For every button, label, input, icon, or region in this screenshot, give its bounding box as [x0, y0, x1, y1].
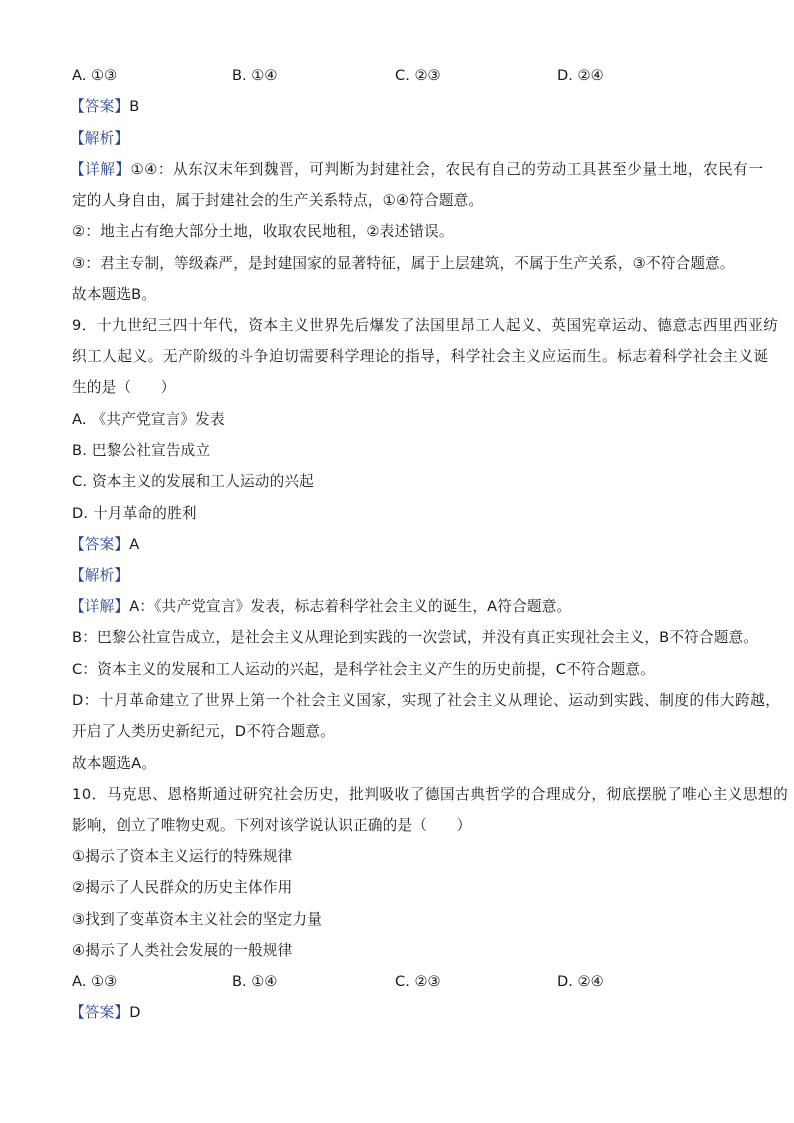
- q9-answer-tag: 【答案】: [70, 536, 130, 553]
- q10-stem-line-1: 10．马克思、恩格斯通过研究社会历史，批判吸收了德国古典哲学的合理成分，彻底摆脱了唯心主义思想的: [72, 786, 789, 803]
- q8-analysis-tag: 【解析】: [70, 130, 130, 147]
- q9-analysis-tag: 【解析】: [70, 567, 130, 584]
- q10-answer: [70, 1003, 141, 1023]
- q10-option-c: C. ②③: [395, 973, 441, 990]
- q10-options: [72, 972, 712, 992]
- q9-option-d: D. 十月革命的胜利: [72, 505, 197, 522]
- q9-answer: [70, 535, 139, 555]
- q8-option-a: A. ①③: [72, 67, 118, 84]
- q10-option-b: B. ①④: [232, 973, 278, 990]
- q9-stem-line-1: 9．十九世纪三四十年代，资本主义世界先后爆发了法国里昂工人起义、英国宪章运动、德意志西里西亚纺: [72, 317, 779, 334]
- q10-statement-1: ①揭示了资本主义运行的特殊规律: [72, 848, 293, 865]
- q9-option-c: C. 资本主义的发展和工人运动的兴起: [72, 473, 314, 490]
- q9-detail-line-2: B：巴黎公社宣告成立，是社会主义从理论到实践的一次尝试，并没有真正实现社会主义，B不符合题意。: [72, 629, 759, 646]
- q8-options: [72, 66, 712, 86]
- q8-detail-line-4: ③：君主专制，等级森严，是封建国家的显著特征，属于上层建筑，不属于生产关系，③不符合题意。: [72, 255, 735, 272]
- q9-answer-value: A: [129, 536, 140, 553]
- q10-statement-4: ④揭示了人类社会发展的一般规律: [72, 942, 293, 959]
- q8-detail-tag: 【详解】: [70, 161, 131, 178]
- q10-stem-line-2: 影响，创立了唯物史观。下列对该学说认识正确的是（ ）: [72, 817, 472, 834]
- q10-option-a: A. ①③: [72, 973, 118, 990]
- q10-answer-tag: 【答案】: [70, 1004, 130, 1021]
- q10-statement-2: ②揭示了人民群众的历史主体作用: [72, 879, 293, 896]
- q9-detail-line-1: 【详解】A：《共产党宣言》发表，标志着科学社会主义的诞生，A符合题意。: [70, 598, 572, 615]
- q10-answer-value: D: [129, 1004, 141, 1021]
- q8-option-c: C. ②③: [395, 67, 441, 84]
- q8-answer: [70, 97, 139, 117]
- q10-option-d: D. ②④: [557, 973, 604, 990]
- q9-detail-line-6: 故本题选A。: [72, 755, 157, 772]
- q10-statement-3: ③找到了变革资本主义社会的坚定力量: [72, 911, 322, 928]
- q9-option-b: B. 巴黎公社宣告成立: [72, 442, 211, 459]
- q8-detail-line-1: 【详解】①④：从东汉末年到魏晋，可判断为封建社会，农民有自己的劳动工具甚至少量土地，农民有一: [70, 161, 764, 178]
- q9-detail-line-4: D：十月革命建立了世界上第一个社会主义国家，实现了社会主义从理论、运动到实践、制度的伟大跨越，: [72, 692, 781, 709]
- q9-detail-line-3: C：资本主义的发展和工人运动的兴起，是科学社会主义产生的历史前提，C不符合题意。: [72, 661, 655, 678]
- q9-detail-tag: 【详解】: [70, 598, 130, 615]
- q9-option-a: A. 《共产党宣言》发表: [72, 411, 225, 428]
- q8-detail-line-3: ②：地主占有绝大部分土地，收取农民地租，②表述错误。: [72, 223, 454, 240]
- q8-detail-line-2: 定的人身自由，属于封建社会的生产关系特点，①④符合题意。: [72, 192, 484, 209]
- q8-answer-value: B: [129, 98, 140, 115]
- q8-option-b: B. ①④: [232, 67, 278, 84]
- q8-detail-line-5: 故本题选B。: [72, 286, 157, 303]
- q9-stem-line-3: 生的是（ ）: [72, 379, 176, 396]
- q9-stem-line-2: 织工人起义。无产阶级的斗争迫切需要科学理论的指导，科学社会主义应运而生。标志着科学社会主义诞: [72, 348, 769, 365]
- q8-answer-tag: 【答案】: [70, 98, 130, 115]
- q9-detail-line-5: 开启了人类历史新纪元，D不符合题意。: [72, 723, 335, 740]
- q8-option-d: D. ②④: [557, 67, 604, 84]
